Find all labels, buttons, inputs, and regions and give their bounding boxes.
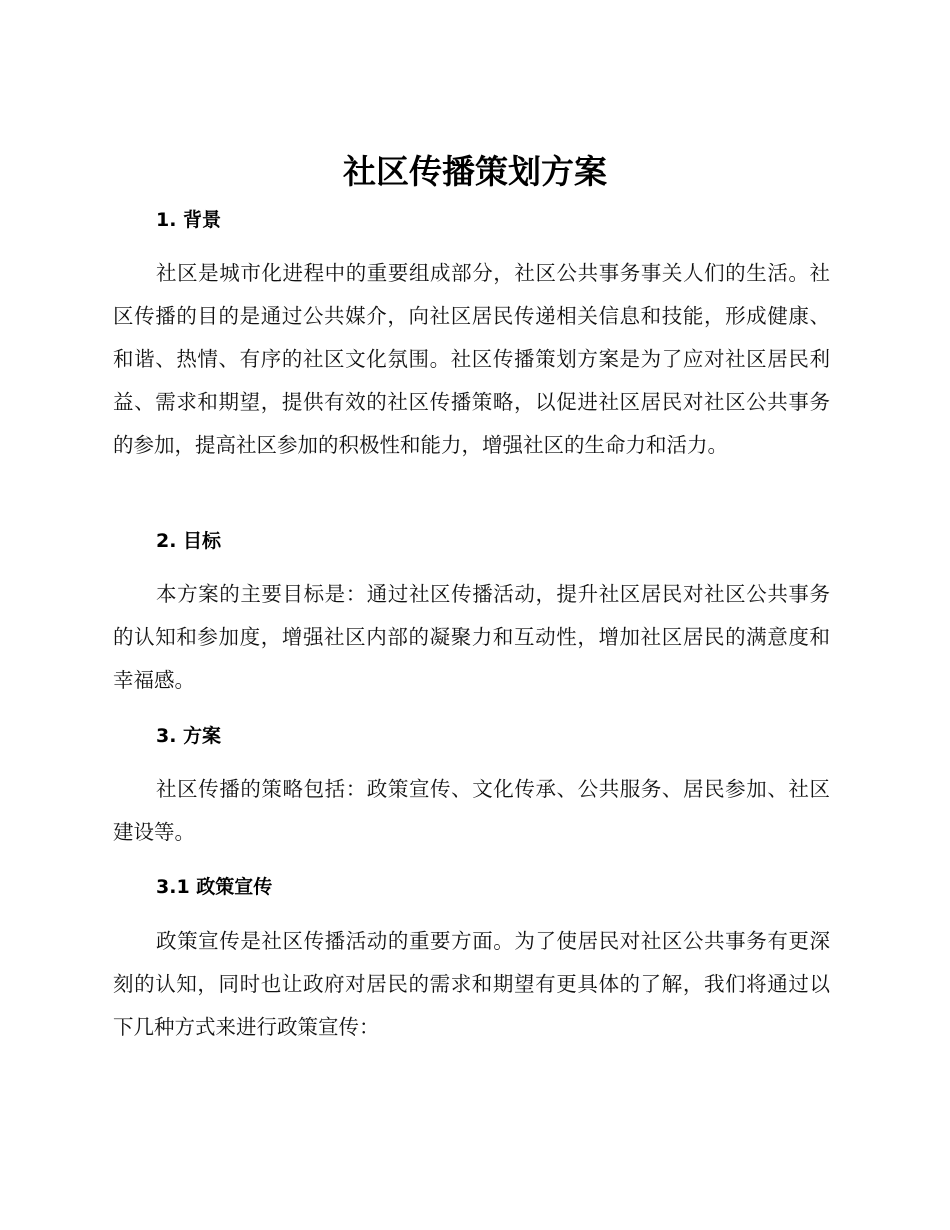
section-paragraph-policy-promotion: 政策宣传是社区传播活动的重要方面。为了使居民对社区公共事务有更深刻的认知，同时也让政府对居民的需求和期望有更具体的了解，我们将通过以下几种方式来进行政策宣传： (113, 929, 830, 1039)
section-paragraph-plan: 社区传播的策略包括：政策宣传、文化传承、公共服务、居民参加、社区建设等。 (113, 777, 830, 844)
document-title: 社区传播策划方案 (343, 152, 607, 191)
section-heading-plan: 3. 方案 (156, 725, 222, 747)
section-paragraph-goals: 本方案的主要目标是：通过社区传播活动，提升社区居民对社区公共事务的认知和参加度，增强社区内部的凝聚力和互动性，增加社区居民的满意度和幸福感。 (113, 582, 830, 692)
section-paragraph-background: 社区是城市化进程中的重要组成部分，社区公共事务事关人们的生活。社区传播的目的是通过公共媒介，向社区居民传递相关信息和技能，形成健康、和谐、热情、有序的社区文化氛围。社区传播策划方案是为了应对社区居民利益、需求和期望，提供有效的社区传播策略，以促进社区居民对社区公共事务的参加，提高社区参加的积极性和能力，增强社区的生命力和活力。 (113, 261, 830, 457)
section-heading-policy-promotion: 3.1 政策宣传 (156, 876, 273, 898)
section-heading-goals: 2. 目标 (156, 530, 222, 552)
section-heading-background: 1. 背景 (156, 209, 222, 231)
